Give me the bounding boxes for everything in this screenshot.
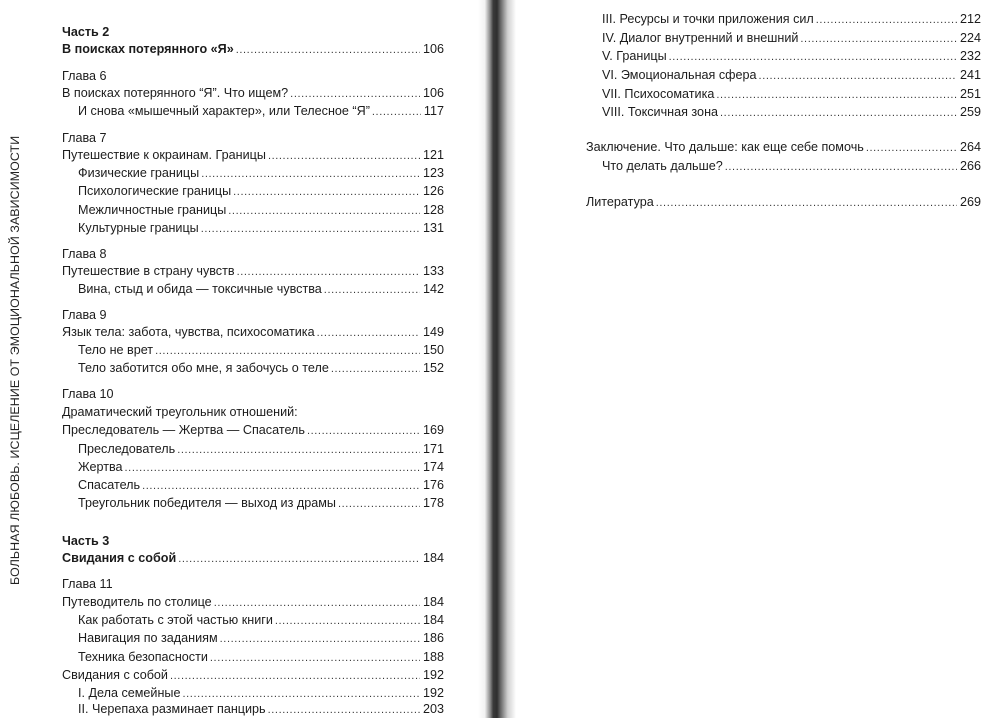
- toc-entry[interactable]: [62, 323, 444, 341]
- leader-dots: [170, 667, 420, 685]
- toc-entry-page: 259: [959, 105, 981, 119]
- toc-entry[interactable]: [78, 341, 444, 359]
- toc-entry-title: Спасатель: [78, 478, 141, 492]
- toc-entry[interactable]: [62, 666, 444, 684]
- leader-dots: [816, 11, 957, 29]
- leader-dots: [307, 422, 420, 440]
- toc-entry-page: 192: [422, 686, 444, 700]
- leader-dots: [155, 342, 420, 360]
- toc-entry-title: Межличностные границы: [78, 203, 227, 217]
- toc-entry-title: Язык тела: забота, чувства, психосоматика: [62, 325, 315, 339]
- spine-title: БОЛЬНАЯ ЛЮБОВЬ. ИСЦЕЛЕНИЕ ОТ ЭМОЦИОНАЛЬНОЙ ЗАВИСИМОСТИ: [8, 135, 22, 585]
- leader-dots: [233, 183, 420, 201]
- toc-entry-title: II. Черепаха разминает панцирь: [78, 702, 266, 716]
- toc-entry-title: Путешествие в страну чувств: [62, 264, 235, 278]
- toc-entry-page: 269: [959, 195, 981, 209]
- left-page: [0, 0, 478, 718]
- toc-entry[interactable]: [78, 494, 444, 512]
- toc-entry[interactable]: [602, 103, 981, 121]
- toc-entry-page: 152: [422, 361, 444, 375]
- leader-dots: [177, 441, 420, 459]
- toc-entry-title: Психологические границы: [78, 184, 232, 198]
- leader-dots: [716, 86, 957, 104]
- toc-entry-title: Свидания с собой: [62, 551, 177, 565]
- toc-entry-title: Тело не врет: [78, 343, 154, 357]
- right-page: [516, 0, 1000, 718]
- chapter10-label: Глава 10: [62, 387, 114, 401]
- toc-entry-page: 149: [422, 325, 444, 339]
- toc-entry[interactable]: [78, 458, 444, 476]
- toc-entry-title: Преследователь: [78, 442, 176, 456]
- toc-entry[interactable]: [78, 201, 444, 219]
- toc-entry[interactable]: [78, 359, 444, 377]
- toc-entry-title: VII. Психосоматика: [602, 87, 715, 101]
- chapter11-label: Глава 11: [62, 577, 113, 591]
- chapter10-title-line1: Драматический треугольник отношений:: [62, 405, 298, 419]
- toc-entry[interactable]: [62, 84, 444, 102]
- leader-dots: [669, 48, 957, 66]
- leader-dots: [220, 630, 420, 648]
- toc-entry[interactable]: [78, 648, 444, 666]
- leader-dots: [178, 550, 420, 568]
- toc-entry-conclusion[interactable]: [586, 138, 981, 156]
- toc-entry-page: 192: [422, 668, 444, 682]
- toc-entry-title: Тело заботится обо мне, я забочусь о теле: [78, 361, 329, 375]
- chapter6-label: Глава 6: [62, 69, 107, 83]
- leader-dots: [331, 360, 420, 378]
- toc-entry-page: 106: [422, 86, 444, 100]
- toc-entry-page: 171: [422, 442, 444, 456]
- toc-entry-page: 184: [422, 551, 444, 565]
- toc-entry[interactable]: [78, 280, 444, 298]
- leader-dots: [720, 104, 957, 122]
- toc-entry-page: 232: [959, 49, 981, 63]
- toc-entry[interactable]: [62, 146, 444, 164]
- toc-entry-title: Свидания с собой: [62, 668, 168, 682]
- toc-entry-title: Что делать дальше?: [602, 159, 723, 173]
- toc-entry-title: Вина, стыд и обида — токсичные чувства: [78, 282, 322, 296]
- toc-entry-page: 123: [422, 166, 444, 180]
- toc-entry[interactable]: [602, 10, 981, 28]
- toc-entry-page: 150: [422, 343, 444, 357]
- toc-entry-title: Литература: [586, 195, 654, 209]
- leader-dots: [324, 281, 420, 299]
- toc-entry-title: Треугольник победителя — выход из драмы: [78, 496, 336, 510]
- leader-dots: [237, 263, 420, 281]
- toc-entry-title: Физические границы: [78, 166, 200, 180]
- leader-dots: [290, 85, 420, 103]
- toc-entry[interactable]: [78, 611, 444, 629]
- toc-entry-page: 174: [422, 460, 444, 474]
- toc-entry-title: В поисках потерянного «Я»: [62, 42, 234, 56]
- toc-entry-title: Преследователь — Жертва — Спасатель: [62, 423, 305, 437]
- toc-entry-page: 241: [959, 68, 981, 82]
- leader-dots: [210, 649, 420, 667]
- toc-entry[interactable]: [78, 182, 444, 200]
- toc-entry-page: 131: [422, 221, 444, 235]
- toc-entry[interactable]: [62, 262, 444, 280]
- leader-dots: [201, 220, 420, 238]
- leader-dots: [228, 202, 420, 220]
- toc-entry[interactable]: [78, 440, 444, 458]
- chapter8-label: Глава 8: [62, 247, 107, 261]
- chapter7-label: Глава 7: [62, 131, 107, 145]
- toc-entry-page: 126: [422, 184, 444, 198]
- toc-entry-title: Техника безопасности: [78, 650, 208, 664]
- toc-entry[interactable]: [602, 29, 981, 47]
- toc-entry-page: 203: [422, 702, 444, 716]
- leader-dots: [142, 477, 420, 495]
- toc-entry-title: В поисках потерянного “Я”. Что ищем?: [62, 86, 289, 100]
- toc-entry[interactable]: [78, 164, 444, 182]
- leader-dots: [125, 459, 420, 477]
- toc-entry-page: 133: [422, 264, 444, 278]
- toc-entry-title: IV. Диалог внутренний и внешний: [602, 31, 799, 45]
- toc-entry-title: V. Границы: [602, 49, 667, 63]
- toc-entry-page: 212: [959, 12, 981, 26]
- chapter9-label: Глава 9: [62, 308, 107, 322]
- leader-dots: [372, 103, 421, 121]
- leader-dots: [759, 67, 957, 85]
- leader-dots: [725, 158, 957, 176]
- toc-entry-page: 266: [959, 159, 981, 173]
- part2-label: Часть 2: [62, 25, 110, 39]
- toc-entry-part3[interactable]: [62, 549, 444, 567]
- toc-entry[interactable]: [78, 700, 444, 718]
- toc-entry-title: VI. Эмоциональная сфера: [602, 68, 757, 82]
- toc-entry[interactable]: [62, 421, 444, 439]
- toc-entry-page: 142: [422, 282, 444, 296]
- toc-entry-page: 178: [422, 496, 444, 510]
- toc-entry-title: Жертва: [78, 460, 123, 474]
- leader-dots: [800, 30, 957, 48]
- toc-entry[interactable]: [602, 66, 981, 84]
- toc-entry-title: Путеводитель по столице: [62, 595, 212, 609]
- toc-entry-page: 169: [422, 423, 444, 437]
- leader-dots: [866, 139, 957, 157]
- toc-entry-page: 176: [422, 478, 444, 492]
- toc-entry[interactable]: [78, 219, 444, 237]
- toc-entry-title: VIII. Токсичная зона: [602, 105, 719, 119]
- toc-entry-page: 106: [422, 42, 444, 56]
- toc-entry[interactable]: [602, 157, 981, 175]
- toc-entry-page: 224: [959, 31, 981, 45]
- toc-entry-title: Культурные границы: [78, 221, 199, 235]
- leader-dots: [268, 701, 420, 719]
- book-gutter: [478, 0, 516, 718]
- leader-dots: [656, 194, 957, 212]
- toc-entry-literature[interactable]: [586, 193, 981, 211]
- toc-entry-page: 251: [959, 87, 981, 101]
- part3-label: Часть 3: [62, 534, 110, 548]
- toc-entry[interactable]: [62, 593, 444, 611]
- toc-entry-title: И снова «мышечный характер», или Телесное “Я”: [78, 104, 370, 118]
- toc-entry[interactable]: [78, 476, 444, 494]
- leader-dots: [201, 165, 420, 183]
- toc-entry-part2[interactable]: [62, 40, 444, 58]
- toc-entry[interactable]: [78, 629, 444, 647]
- toc-entry-page: 121: [422, 148, 444, 162]
- leader-dots: [338, 495, 420, 513]
- toc-entry-page: 184: [422, 613, 444, 627]
- toc-entry-page: 117: [423, 104, 444, 118]
- leader-dots: [317, 324, 420, 342]
- toc-entry-title: Заключение. Что дальше: как еще себе помочь: [586, 140, 864, 154]
- toc-entry-page: 184: [422, 595, 444, 609]
- toc-entry[interactable]: [602, 47, 981, 65]
- toc-entry-page: 264: [959, 140, 981, 154]
- toc-entry[interactable]: [602, 85, 981, 103]
- leader-dots: [236, 41, 420, 59]
- toc-entry-page: 188: [422, 650, 444, 664]
- toc-entry-title: Навигация по заданиям: [78, 631, 218, 645]
- toc-entry[interactable]: [78, 102, 444, 120]
- leader-dots: [214, 594, 420, 612]
- toc-entry-page: 186: [422, 631, 444, 645]
- toc-entry-title: III. Ресурсы и точки приложения сил: [602, 12, 814, 26]
- toc-entry-page: 128: [422, 203, 444, 217]
- toc-entry-title: Как работать с этой частью книги: [78, 613, 273, 627]
- leader-dots: [268, 147, 420, 165]
- leader-dots: [275, 612, 420, 630]
- toc-entry-title: Путешествие к окраинам. Границы: [62, 148, 266, 162]
- toc-entry-title: I. Дела семейные: [78, 686, 181, 700]
